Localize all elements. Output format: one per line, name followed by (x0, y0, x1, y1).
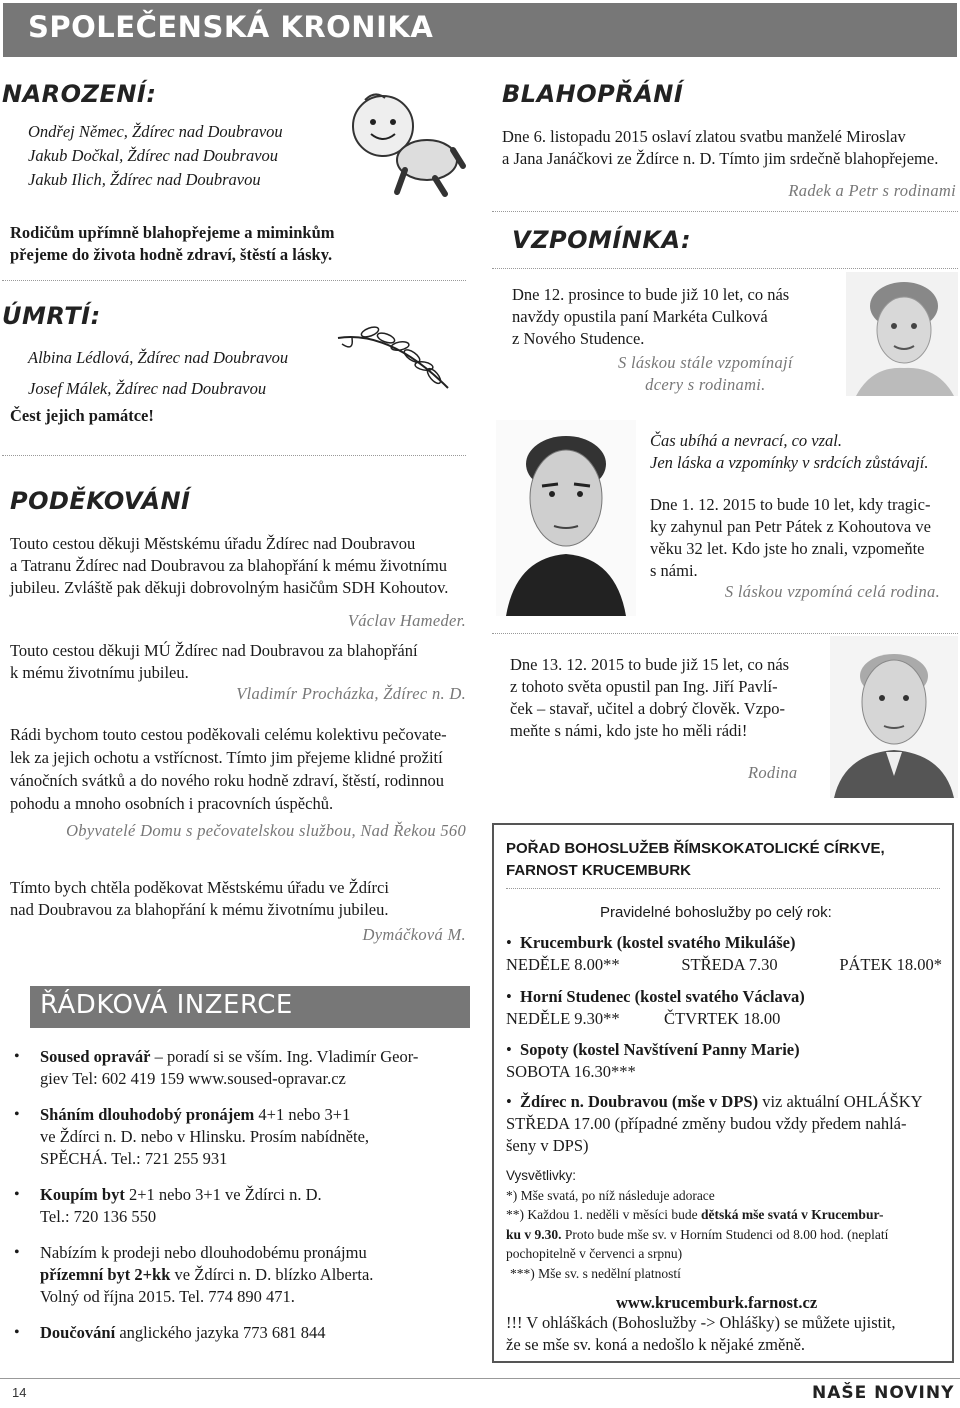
text-line: věku 32 let. Kdo jste ho znali, vzpomeňte (650, 539, 925, 558)
page-number: 14 (12, 1385, 27, 1400)
ad-text (40, 1322, 454, 1344)
bohosluzby-note (506, 1312, 942, 1356)
bullet: • (506, 933, 521, 952)
ad-item (14, 1184, 454, 1228)
signature: Obyvatelé Domu s pečovatelskou službou, Nad Řekou 560 (66, 821, 466, 840)
parish-name: Krucemburk (kostel svatého Mikuláše) (520, 933, 796, 952)
text-line: nad Doubravou za blahopřání k mému životnímu jubileu. (10, 900, 389, 919)
mass-time: SOBOTA 16.30*** (506, 1062, 636, 1081)
signature: Dymáčková M. (362, 925, 466, 944)
podekovani-p1 (10, 533, 466, 599)
text-line: s námi. (650, 561, 698, 580)
ad-line: ve Ždírci n. D. blízko Alberta. (170, 1265, 374, 1284)
ad-item (14, 1104, 454, 1170)
text-line: lek za jejich ochotu a vstřícnost. Tímto jim přejeme klidné prožití (10, 748, 443, 767)
vysvetlivky (506, 1166, 942, 1283)
page-title: SPOLEČENSKÁ KRONIKA (28, 10, 434, 44)
wheat-icon (330, 308, 455, 396)
list-item: Josef Málek, Ždírec nad Doubravou (28, 379, 267, 398)
text-line: viz aktuální OHLÁŠKY (758, 1092, 923, 1111)
signature: Radek a Petr s rodinami (788, 181, 956, 200)
mass-time: NEDĚLE 9.30** (506, 1009, 620, 1028)
portrait-photo-man (496, 420, 636, 616)
poem-line: Čas ubíhá a nevrací, co vzal. (650, 431, 843, 450)
parish-times (506, 954, 942, 976)
ad-bold: Koupím byt (40, 1185, 125, 1204)
poem-line: Jen láska a vzpomínky v srdcích zůstávají. (650, 453, 929, 472)
podekovani-p2 (10, 640, 418, 684)
baby-icon (335, 88, 470, 198)
text-bold: dětská mše svatá v Krucembur- (700, 1207, 884, 1222)
vysvetlivky-title: Vysvětlivky: (506, 1168, 577, 1183)
parish-name: Ždírec n. Doubravou (mše v DPS) (520, 1092, 759, 1111)
inzerce-title: ŘÁDKOVÁ INZERCE (40, 990, 293, 1020)
parish-website-link[interactable]: www.krucemburk.farnost.cz (616, 1293, 818, 1312)
ad-text (40, 1104, 454, 1170)
ad-line: Nabízím k prodeji nebo dlouhodobému pronájmu (40, 1243, 367, 1262)
wish-line: Rodičům upřímně blahopřejeme a miminkům (10, 223, 335, 242)
list-item: Jakub Ilich, Ždírec nad Doubravou (28, 170, 261, 189)
blahoprani-text (502, 126, 938, 170)
ad-line: 2+1 nebo 3+1 ve Ždírci n. D. (124, 1185, 322, 1204)
divider (492, 268, 958, 269)
portrait-photo-man-2 (830, 636, 958, 798)
narozeni-title: NAROZENÍ: (2, 80, 157, 108)
parish-sopoty (506, 1039, 942, 1083)
text-bold: ku v 9.30. (506, 1226, 562, 1242)
text-line: Touto cestou děkuji MÚ Ždírec nad Doubravou za blahopřání (10, 641, 418, 660)
mass-time: PÁTEK 18.00* (839, 955, 942, 974)
text-line: a Tatranu Ždírec nad Doubravou za blahopřání k mému životnímu (10, 556, 448, 575)
parish-zdirec (506, 1091, 942, 1157)
signature: Vladimír Procházka, Ždírec n. D. (236, 684, 466, 703)
text-line: Dne 13. 12. 2015 to bude již 15 let, co nás (510, 655, 790, 674)
text-line: z Nového Studence. (512, 329, 645, 348)
ad-bold: Doučování (40, 1323, 116, 1342)
vzpominka-1-sig (618, 352, 793, 396)
text-line: *) Mše svatá, po níž následuje adorace (506, 1187, 715, 1203)
bullet: • (14, 1106, 20, 1123)
parish-horni-studenec (506, 986, 942, 1030)
text-line: Tímto bych chtěla poděkovat Městskému úřadu ve Ždírci (10, 878, 389, 897)
text-line: Dne 6. listopadu 2015 oslaví zlatou svatbu manželé Miroslav (502, 127, 906, 146)
parish-name: Sopoty (kostel Navštívení Panny Marie) (520, 1040, 800, 1059)
ad-item (14, 1322, 454, 1344)
box-title-line: POŘAD BOHOSLUŽEB ŘÍMSKOKATOLICKÉ CÍRKVE, (506, 840, 885, 857)
ad-line: ve Ždírci n. D. nebo v Hlinsku. Prosím nabídněte, (40, 1127, 370, 1146)
vzpominka-3-text (510, 654, 789, 742)
newspaper-logo: NAŠE NOVINY (812, 1383, 955, 1403)
text-line: navždy opustila paní Markéta Culková (512, 307, 768, 326)
umrti-title: ÚMRTÍ: (2, 302, 101, 330)
text-line: vánočních svátků a do nového roku hodně zdraví, štěstí, rodinnou (10, 771, 444, 790)
text-line: meňte s námi, kdo jste ho měli rádi! (510, 721, 748, 740)
text-line: ček – stavař, učitel a dobrý člověk. Vzpo- (510, 699, 786, 718)
text-line: pohodu a mnoho osobních i pracovních úspěchů. (10, 794, 334, 813)
mass-time: NEDĚLE 8.00** (506, 955, 620, 974)
parish-times (506, 1008, 942, 1030)
ad-line: Tel.: 720 136 550 (40, 1207, 157, 1226)
narozeni-wish (10, 222, 335, 266)
signature: dcery s rodinami. (645, 375, 766, 394)
divider (492, 633, 958, 634)
parish-krucemburk (506, 932, 942, 976)
umrti-list (28, 342, 288, 404)
list-item: Jakub Dočkal, Ždírec nad Doubravou (28, 146, 279, 165)
text-line: Touto cestou děkuji Městskému úřadu Ždírec nad Doubravou (10, 534, 416, 553)
list-item: Ondřej Němec, Ždírec nad Doubravou (28, 122, 283, 141)
divider (506, 888, 940, 889)
signature: S láskou stále vzpomínají (618, 353, 793, 372)
text-line: Rádi bychom touto cestou poděkovali celému kolektivu pečovate- (10, 725, 447, 744)
bullet: • (506, 1040, 521, 1059)
ad-bold: přízemní byt 2+kk (40, 1265, 171, 1284)
bullet: • (14, 1186, 20, 1203)
ad-line: 4+1 nebo 3+1 (254, 1105, 351, 1124)
vzpominka-title: VZPOMÍNKA: (512, 226, 692, 254)
text-line: z tohoto světa opustil pan Ing. Jiří Pavlí- (510, 677, 778, 696)
ad-bold: Sháním dlouhodobý pronájem (40, 1105, 255, 1124)
signature: Václav Hameder. (347, 611, 466, 630)
text-line: jubileu. Zvláště pak děkuji dobrovolným hasičům SDH Kohoutov. (10, 578, 449, 597)
text-line: šeny v DPS) (506, 1136, 589, 1155)
podekovani-p4 (10, 877, 389, 921)
blahoprani-title: BLAHOPŘÁNÍ (502, 80, 684, 108)
vzpominka-2-text (650, 494, 931, 582)
mass-time: STŘEDA 7.30 (681, 955, 778, 974)
bohosluzby-subtitle: Pravidelné bohoslužby po celý rok: (600, 904, 832, 921)
text-line: ky zahynul pan Petr Pátek z Kohoutova ve (650, 517, 931, 536)
ad-item (14, 1046, 454, 1090)
divider (2, 455, 466, 456)
signature: Rodina (748, 763, 798, 782)
bullet: • (14, 1324, 20, 1341)
vzpominka-1-text (512, 284, 789, 350)
text-line: !!! V ohláškách (Bohoslužby -> Ohlášky) se můžete ujistit, (506, 1313, 896, 1332)
umrti-honor: Čest jejich památce! (10, 406, 154, 425)
bullet: • (14, 1048, 20, 1065)
footer-rule (0, 1378, 960, 1379)
podekovani-title: PODĚKOVÁNÍ (10, 487, 191, 515)
portrait-photo-woman (846, 272, 958, 396)
text-line: ***) Mše sv. s nedělní platností (510, 1265, 681, 1281)
bullet: • (14, 1244, 20, 1261)
box-title-line: FARNOST KRUCEMBURK (506, 862, 691, 879)
text-line: pochopitelně v červenci a srpnu) (506, 1246, 683, 1261)
poem (650, 430, 928, 474)
text-line: že se mše sv. koná a nedošlo k nějaké změně. (506, 1335, 806, 1354)
ad-line: – poradí si se vším. Ing. Vladimír Geor- (150, 1047, 419, 1066)
ad-line: Volný od října 2015. Tel. 774 890 471. (40, 1287, 295, 1306)
ad-text (40, 1184, 454, 1228)
ad-line: SPĚCHÁ. Tel.: 721 255 931 (40, 1149, 228, 1168)
ad-text (40, 1046, 454, 1090)
ad-text (40, 1242, 454, 1308)
ad-item (14, 1242, 454, 1308)
text-line: **) Každou 1. neděli v měsíci bude (506, 1207, 701, 1222)
podekovani-p3 (10, 723, 447, 815)
text-line: a Jana Janáčkovi ze Ždírce n. D. Tímto jim srdečně blahopřejeme. (502, 149, 939, 168)
text-line: k mému životnímu jubileu. (10, 663, 189, 682)
list-item: Albina Lédlová, Ždírec nad Doubravou (28, 348, 289, 367)
divider (2, 280, 466, 281)
ad-line: anglického jazyka 773 681 844 (115, 1323, 326, 1342)
divider (492, 211, 958, 212)
mass-time: ČTVRTEK 18.00 (664, 1009, 781, 1028)
bullet: • (506, 1092, 521, 1111)
wish-line: přejeme do života hodně zdraví, štěstí a lásky. (10, 245, 333, 264)
ad-bold: Soused opravář (40, 1047, 151, 1066)
signature: S láskou vzpomíná celá rodina. (724, 582, 940, 601)
parish-name: Horní Studenec (kostel svatého Václava) (520, 987, 805, 1006)
text-line: Dne 1. 12. 2015 to bude 10 let, kdy tragic- (650, 495, 931, 514)
bullet: • (506, 987, 521, 1006)
bohosluzby-title (506, 838, 885, 882)
text-line: Proto bude mše sv. v Horním Studenci od 8.00 hod. (neplatí (561, 1226, 889, 1242)
text-line: STŘEDA 17.00 (případné změny budou vždy předem nahlá- (506, 1114, 907, 1133)
narozeni-list (28, 120, 283, 192)
text-line: Dne 12. prosince to bude již 10 let, co nás (512, 285, 790, 304)
ad-line: giev Tel: 602 419 159 www.soused-opravar.cz (40, 1069, 346, 1088)
